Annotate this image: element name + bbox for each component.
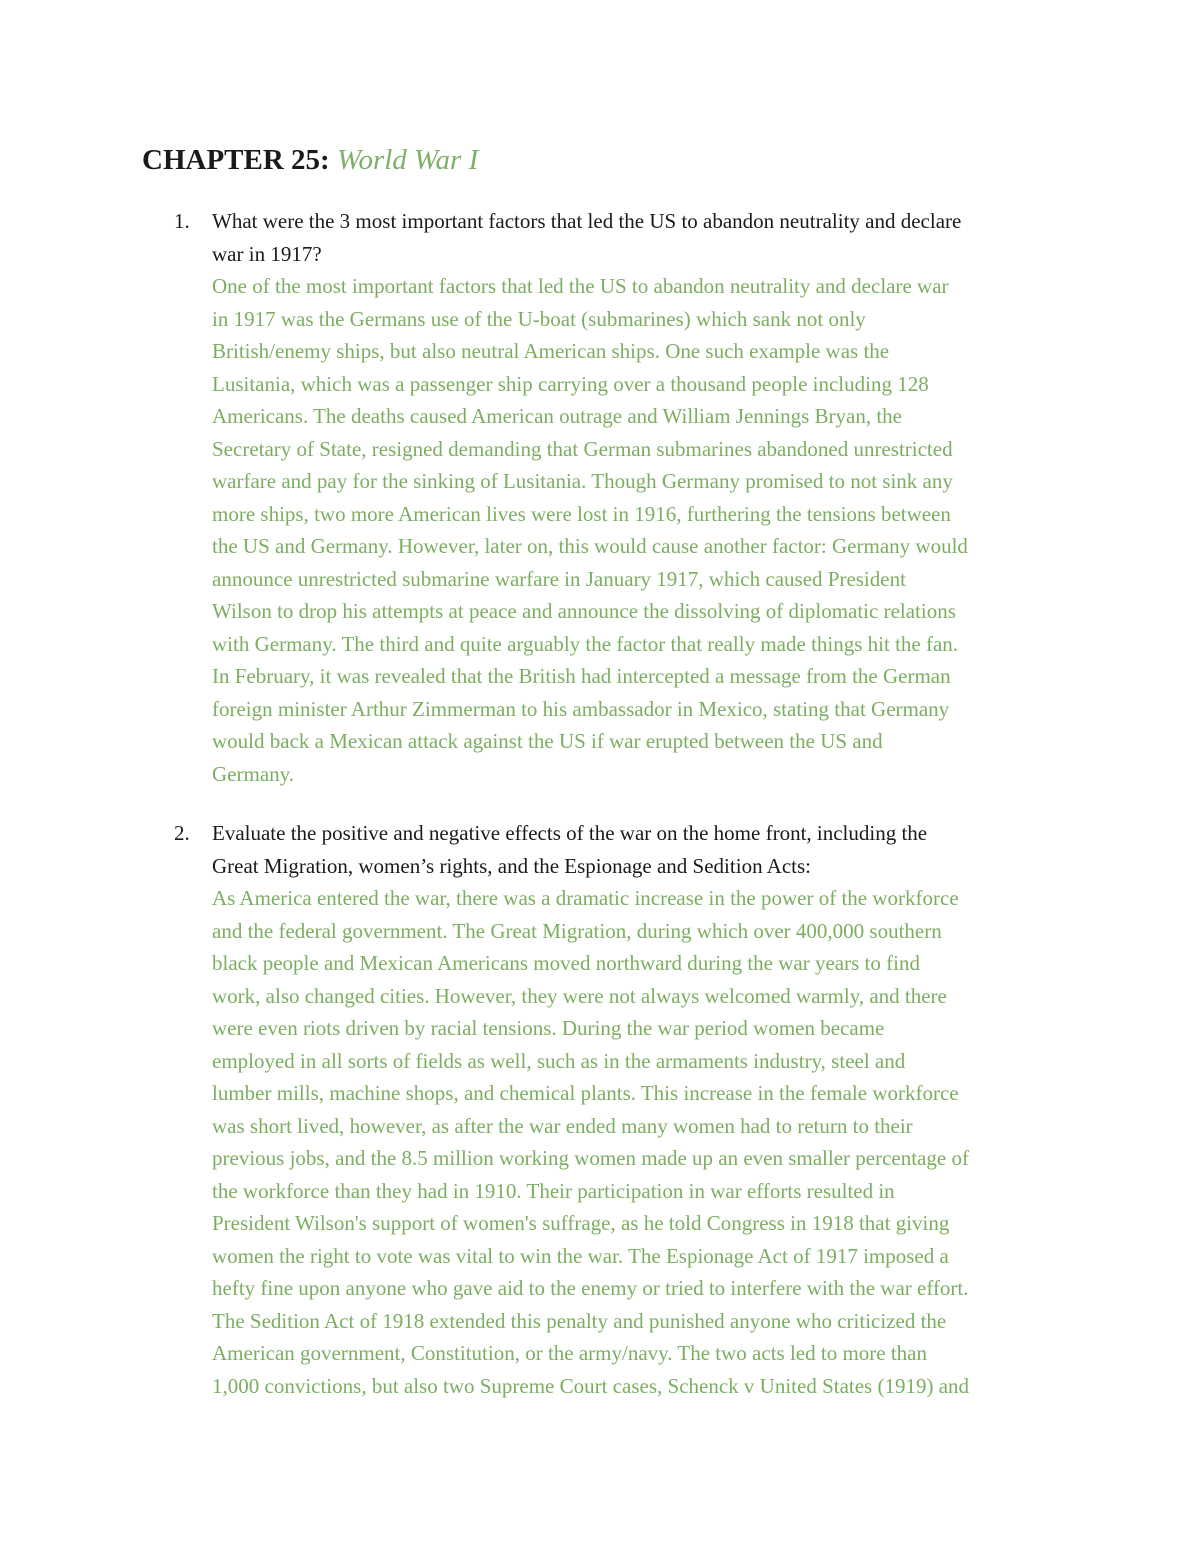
answer-line: One of the most important factors that led the US to abandon neutrality and declare war xyxy=(212,274,949,298)
answer-line: black people and Mexican Americans moved northward during the war years to find xyxy=(212,951,920,975)
question-line: Evaluate the positive and negative effects of the war on the home front, including the xyxy=(212,821,928,845)
answer-line: As America entered the war, there was a dramatic increase in the power of the workforce xyxy=(212,886,959,910)
question-line: What were the 3 most important factors that led the US to abandon neutrality and declare xyxy=(212,209,962,233)
answer-line: were even riots driven by racial tensions. During the war period women became xyxy=(212,1016,885,1040)
answer-text xyxy=(212,882,1072,1402)
chapter-subtitle: World War I xyxy=(336,144,479,176)
answer-line: previous jobs, and the 8.5 million working women made up an even smaller percentage of xyxy=(212,1146,969,1170)
answer-line: In February, it was revealed that the British had intercepted a message from the German xyxy=(212,664,951,688)
answer-line: foreign minister Arthur Zimmerman to his ambassador in Mexico, stating that Germany xyxy=(212,696,950,721)
answer-line: President Wilson's support of women's suffrage, as he told Congress in 1918 that giving xyxy=(212,1211,950,1235)
answer-line: Americans. The deaths caused American outrage and William Jennings Bryan, the xyxy=(212,404,903,428)
answer-line: more ships, two more American lives were lost in 1916, furthering the tensions between xyxy=(212,501,951,526)
answer-line: Germany. xyxy=(212,761,295,786)
answer-line: American government, Constitution, or the army/navy. The two acts led to more than xyxy=(212,1341,927,1365)
answer-line: in 1917 was the Germans use of the U-boat (submarines) which sank not only xyxy=(212,306,866,331)
question-text xyxy=(212,205,1072,270)
answer-line: Wilson to drop his attempts at peace and announce the dissolving of diplomatic relations xyxy=(212,599,956,623)
answer-line: The Sedition Act of 1918 extended this penalty and punished anyone who criticized the xyxy=(212,1308,947,1333)
question-line: Great Migration, women’s rights, and the Espionage and Sedition Acts: xyxy=(212,853,811,878)
question-line: war in 1917? xyxy=(212,241,322,266)
answer-line: would back a Mexican attack against the US if war erupted between the US and xyxy=(212,729,883,753)
chapter-heading xyxy=(142,140,478,180)
answer-line: lumber mills, machine shops, and chemical plants. This increase in the female workforce xyxy=(212,1081,959,1105)
answer-line: was short lived, however, as after the war ended many women had to return to their xyxy=(212,1113,913,1138)
question-number: 1. xyxy=(174,209,190,233)
answer-line: warfare and pay for the sinking of Lusitania. Though Germany promised to not sink any xyxy=(212,469,953,493)
question-body xyxy=(212,205,1072,790)
answer-line: women the right to vote was vital to win the war. The Espionage Act of 1917 imposed a xyxy=(212,1243,949,1268)
chapter-label: CHAPTER 25: xyxy=(142,144,330,176)
answer-text xyxy=(212,270,1072,790)
question-body xyxy=(212,817,1072,1402)
question-number: 2. xyxy=(174,821,190,845)
answer-line: with Germany. The third and quite arguably the factor that really made things hit the fan. xyxy=(212,631,959,656)
answer-line: employed in all sorts of fields as well, such as in the armaments industry, steel and xyxy=(212,1048,906,1073)
answer-line: work, also changed cities. However, they were not always welcomed warmly, and there xyxy=(212,983,947,1008)
answer-line: announce unrestricted submarine warfare in January 1917, which caused President xyxy=(212,566,906,591)
answer-line: 1,000 convictions, but also two Supreme Court cases, Schenck v United States (1919) and xyxy=(212,1373,970,1398)
answer-line: Lusitania, which was a passenger ship carrying over a thousand people including 128 xyxy=(212,371,929,396)
question-text xyxy=(212,817,1072,882)
answer-line: the US and Germany. However, later on, this would cause another factor: Germany would xyxy=(212,534,968,558)
answer-line: Secretary of State, resigned demanding that German submarines abandoned unrestricted xyxy=(212,436,953,461)
answer-line: hefty fine upon anyone who gave aid to the enemy or tried to interfere with the war effort. xyxy=(212,1276,969,1300)
answer-line: the workforce than they had in 1910. Their participation in war efforts resulted in xyxy=(212,1178,895,1203)
answer-line: British/enemy ships, but also neutral American ships. One such example was the xyxy=(212,339,890,363)
answer-line: and the federal government. The Great Migration, during which over 400,000 southern xyxy=(212,918,942,943)
